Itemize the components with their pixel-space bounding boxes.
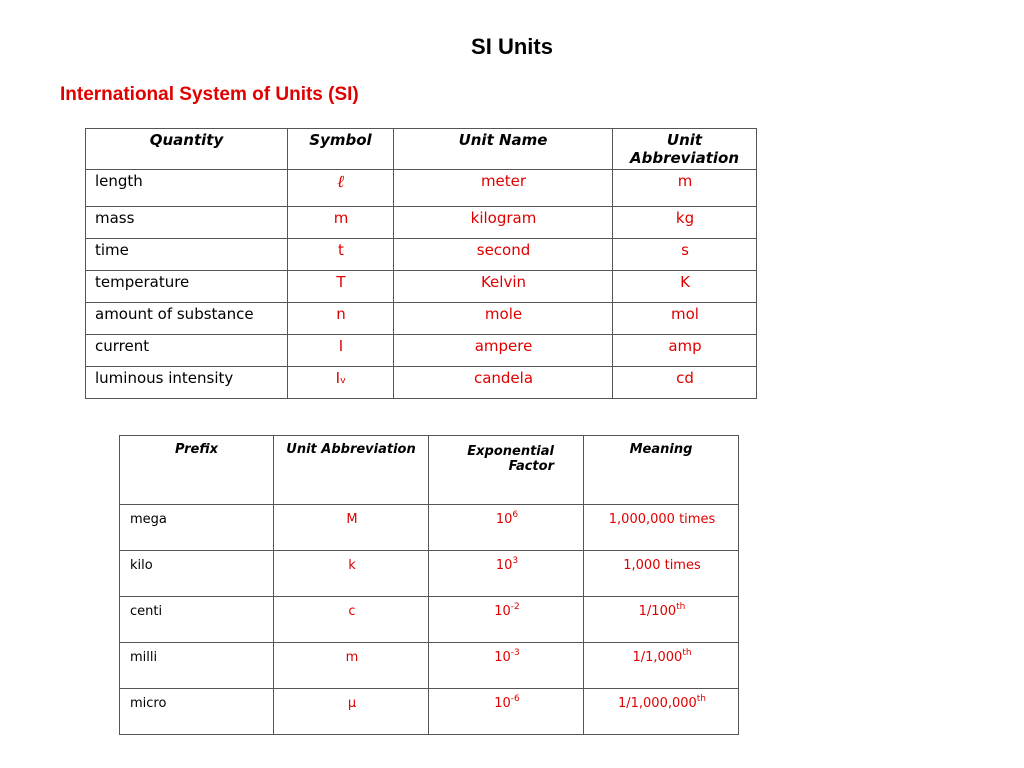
factor-base: 10 [494, 650, 511, 665]
factor-cell [429, 689, 584, 735]
header-unit-abbreviation: Unit Abbreviation [613, 129, 757, 170]
factor-cell [429, 551, 584, 597]
symbol-cell: T [288, 271, 394, 303]
meaning-text: 1,000,000 times [608, 512, 716, 527]
abbreviation-cell: mol [613, 303, 757, 335]
factor-base: 10 [495, 558, 513, 573]
meaning-cell [584, 551, 739, 597]
exponential-factor-label: Exponential Factor [467, 444, 554, 474]
factor-exponent: -2 [510, 602, 520, 612]
abbreviation-cell: K [613, 271, 757, 303]
symbol-cell: I [288, 335, 394, 367]
meaning-text: 1/1,000,000 [617, 696, 697, 711]
page-title: SI Units [471, 34, 553, 59]
table-row [86, 367, 757, 399]
header-quantity: Quantity [86, 129, 288, 170]
abbreviation-cell: μ [274, 689, 429, 735]
meaning-cell [584, 643, 739, 689]
header-unit-abbreviation: Unit Abbreviation [274, 436, 429, 505]
meaning-cell [584, 689, 739, 735]
table-row [120, 505, 739, 551]
header-exponential-factor [429, 436, 584, 505]
factor-base: 10 [494, 696, 511, 711]
factor-cell [429, 505, 584, 551]
base-units-header-row [86, 129, 757, 170]
symbol-cell: n [288, 303, 394, 335]
meaning-cell [584, 597, 739, 643]
symbol-cell: Iᵥ [288, 367, 394, 399]
table-row [86, 239, 757, 271]
quantity-cell: time [86, 239, 288, 271]
prefixes-table [119, 435, 739, 735]
prefix-cell: kilo [120, 551, 274, 597]
factor-cell [429, 597, 584, 643]
quantity-cell: length [86, 170, 288, 207]
prefix-cell: mega [120, 505, 274, 551]
symbol-cell: m [288, 207, 394, 239]
table-row [86, 207, 757, 239]
unit-name-cell: Kelvin [394, 271, 613, 303]
prefix-cell: centi [120, 597, 274, 643]
unit-name-cell: candela [394, 367, 613, 399]
abbreviation-cell: M [274, 505, 429, 551]
factor-exponent: -3 [510, 648, 520, 658]
abbreviation-cell: amp [613, 335, 757, 367]
quantity-cell: amount of substance [86, 303, 288, 335]
meaning-suffix: th [676, 602, 686, 612]
table-row [86, 303, 757, 335]
section-subtitle: International System of Units (SI) [60, 84, 359, 105]
header-meaning: Meaning [584, 436, 739, 505]
abbreviation-cell: cd [613, 367, 757, 399]
meaning-text: 1/1,000 [632, 650, 683, 665]
abbreviation-cell: s [613, 239, 757, 271]
table-row [86, 170, 757, 207]
factor-exponent: -6 [510, 694, 520, 704]
header-unit-name: Unit Name [394, 129, 613, 170]
meaning-suffix: th [682, 648, 692, 658]
table-row [120, 597, 739, 643]
unit-name-cell: mole [394, 303, 613, 335]
table-row [120, 643, 739, 689]
meaning-suffix: th [696, 694, 707, 704]
table-row [86, 271, 757, 303]
table-row [120, 551, 739, 597]
factor-exponent: 3 [512, 556, 519, 566]
meaning-cell [584, 505, 739, 551]
factor-base: 10 [495, 512, 513, 527]
table-row [86, 335, 757, 367]
unit-name-cell: meter [394, 170, 613, 207]
abbreviation-cell: c [274, 597, 429, 643]
quantity-cell: luminous intensity [86, 367, 288, 399]
abbreviation-cell: kg [613, 207, 757, 239]
prefix-cell: micro [120, 689, 274, 735]
table-row [120, 689, 739, 735]
abbreviation-cell: m [613, 170, 757, 207]
meaning-text: 1/100 [638, 604, 677, 619]
factor-base: 10 [494, 604, 511, 619]
meaning-text: 1,000 times [623, 558, 701, 573]
symbol-cell: ℓ [288, 170, 394, 207]
factor-cell [429, 643, 584, 689]
quantity-cell: temperature [86, 271, 288, 303]
prefix-cell: milli [120, 643, 274, 689]
quantity-cell: mass [86, 207, 288, 239]
header-prefix: Prefix [120, 436, 274, 505]
abbreviation-cell: m [274, 643, 429, 689]
quantity-cell: current [86, 335, 288, 367]
symbol-cell: t [288, 239, 394, 271]
unit-name-cell: second [394, 239, 613, 271]
prefixes-header-row [120, 436, 739, 505]
unit-name-cell: ampere [394, 335, 613, 367]
unit-name-cell: kilogram [394, 207, 613, 239]
factor-exponent: 6 [512, 510, 519, 520]
base-units-table [85, 128, 757, 399]
header-symbol: Symbol [288, 129, 394, 170]
abbreviation-cell: k [274, 551, 429, 597]
